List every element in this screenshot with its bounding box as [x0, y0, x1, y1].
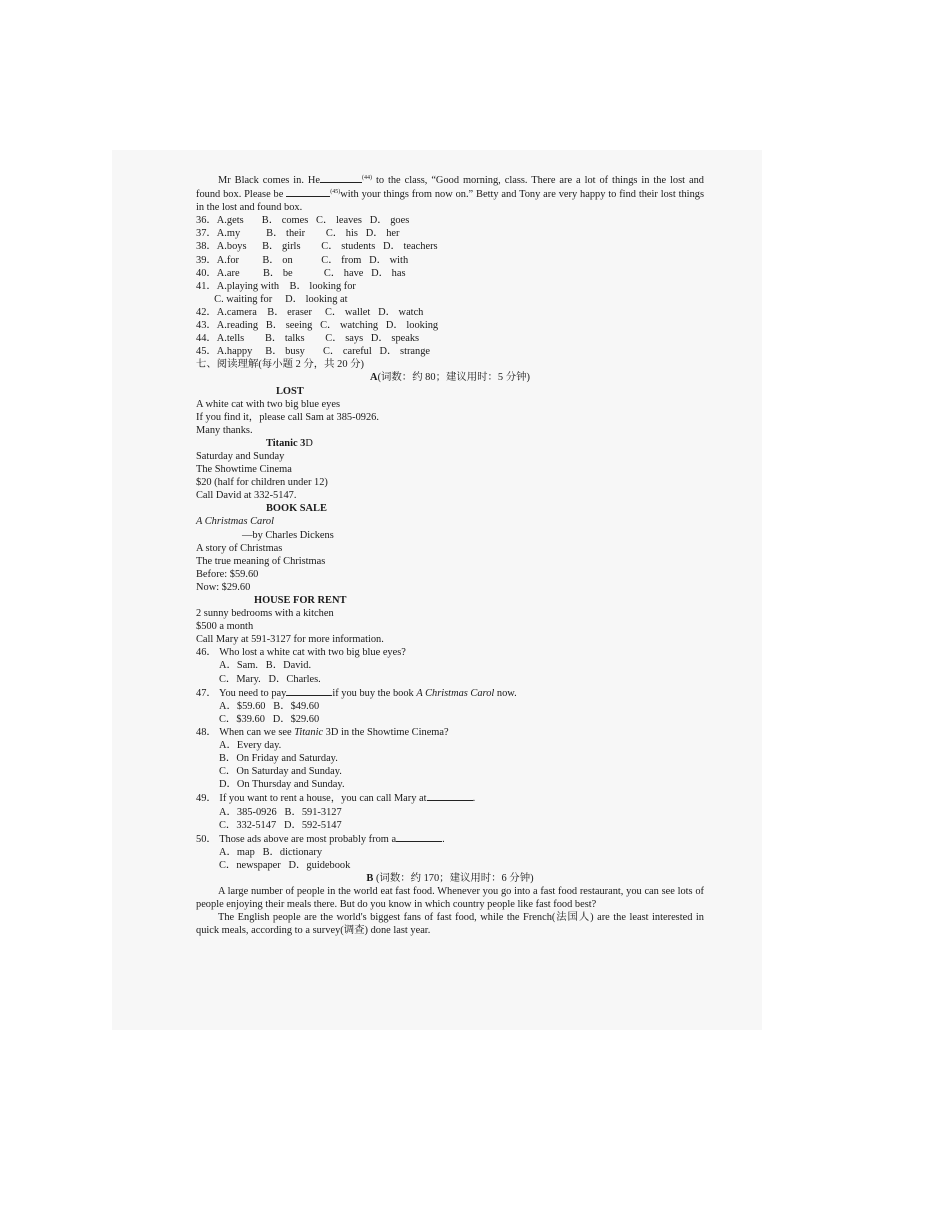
- question-option: A．385-0926 B．591-3127: [219, 806, 342, 818]
- question-option: A．Sam. B．David.: [219, 660, 312, 672]
- book-title-italic: A Christmas Carol: [196, 516, 274, 528]
- passage-text: to the class, “Good morning, class. There are a lot of things in the lost and found box. Please be: [196, 175, 704, 201]
- question-option: C．$39.60 D．$29.60: [219, 713, 320, 725]
- question-text: .: [472, 793, 476, 805]
- question-option: C．On Saturday and Sunday.: [219, 766, 342, 778]
- ad-line: A story of Christmas: [196, 542, 283, 554]
- answer-blank: [427, 791, 473, 801]
- film-title-italic: Titanic: [294, 726, 324, 738]
- blank-45: [286, 187, 330, 197]
- ad-title-titanic: [196, 437, 704, 450]
- part-label: B: [366, 872, 374, 884]
- ad-line: A white cat with two big blue eyes: [196, 398, 340, 410]
- reading-paragraph: A large number of people in the world eat fast food. Whenever you go into a fast food restaurant, you can see lots of people enjoying their meals there. But do you know in which country people like fast food best?: [196, 886, 704, 911]
- part-a-heading: [196, 371, 704, 384]
- question-option: A．$59.60 B．$49.60: [219, 700, 320, 712]
- question-50: [196, 832, 704, 846]
- answer-blank: [396, 832, 442, 842]
- ad-title-book-sale: BOOK SALE: [266, 503, 327, 515]
- question-48: [196, 726, 704, 739]
- question-text: now.: [494, 687, 517, 699]
- ad-title-house: HOUSE FOR RENT: [254, 595, 347, 606]
- cloze-option-line: 41．A.playing with B． looking for: [196, 280, 356, 292]
- reading-paragraph: The English people are the world's biggest fans of fast food, while the French(法国人) are the least interested in quick meals, according to a survey(调查) done last year.: [196, 912, 704, 937]
- question-option: C．Mary. D．Charles.: [219, 673, 321, 685]
- ad-line: Call Mary at 591-3127 for more information.: [196, 634, 384, 646]
- part-note: (词数：约 170；建议用时：6 分钟): [375, 872, 534, 884]
- question-option: B．On Friday and Saturday.: [219, 753, 338, 765]
- ad-line: If you find it，please call Sam at 385-0926.: [196, 411, 379, 423]
- question-text: 48． When can we see: [196, 726, 295, 738]
- cloze-option-line: 37．A.my B． their C． his D． her: [196, 228, 400, 240]
- ad-line: Many thanks.: [196, 424, 253, 436]
- cloze-option-line: 43．A.reading B． seeing C． watching D． looking: [196, 320, 439, 332]
- cloze-option-line: C. waiting for D． looking at: [196, 293, 348, 305]
- question-option: C．newspaper D．guidebook: [219, 859, 351, 871]
- blank-number: (44): [362, 175, 373, 181]
- cloze-option-line: 40．A.are B． be C． have D． has: [196, 267, 406, 279]
- section-heading: 七、阅读理解(每小题 2 分，共 20 分): [196, 359, 364, 371]
- question-text: 3D in the Showtime Cinema?: [323, 726, 449, 738]
- book-name: [196, 515, 704, 528]
- cloze-option-line: 45．A.happy B． busy C． careful D． strange: [196, 346, 431, 358]
- ad-line: Now: $29.60: [196, 581, 251, 593]
- blank-number: (45): [330, 189, 341, 196]
- cloze-option-line: 42．A.camera B． eraser C． wallet D． watch: [196, 306, 424, 318]
- ad-line: Saturday and Sunday: [196, 450, 285, 462]
- book-author: —by Charles Dickens: [242, 529, 334, 541]
- ad-line: 2 sunny bedrooms with a kitchen: [196, 608, 334, 620]
- part-label: A: [370, 372, 378, 384]
- cloze-passage-end: [196, 173, 704, 214]
- question-option: D．On Thursday and Sunday.: [219, 779, 345, 791]
- cloze-option-line: 36．A.gets B． comes C． leaves D． goes: [196, 215, 410, 227]
- exam-content: [196, 173, 704, 937]
- ad-line: Before: $59.60: [196, 568, 259, 580]
- part-b-heading: [196, 872, 704, 885]
- ad-title-suffix: D: [305, 437, 313, 449]
- question-text: 49． If you want to rent a house，you can call Mary at: [196, 793, 427, 805]
- ad-line: $500 a month: [196, 621, 254, 633]
- ad-title-text: Titanic 3: [266, 437, 306, 449]
- part-note: (词数：约 80；建议用时：5 分钟): [377, 372, 530, 384]
- ad-line: $20 (half for children under 12): [196, 477, 328, 489]
- question-option: A．map B．dictionary: [219, 846, 323, 858]
- ad-line: The true meaning of Christmas: [196, 555, 326, 567]
- ad-title-lost: LOST: [276, 385, 304, 397]
- blank-44: [320, 173, 362, 183]
- question-46: 46． Who lost a white cat with two big blue eyes?: [196, 647, 406, 659]
- book-title-italic: A Christmas Carol: [416, 687, 495, 699]
- ad-line: Call David at 332-5147.: [196, 490, 297, 502]
- question-47: [196, 686, 704, 700]
- question-text: 50． Those ads above are most probably from a: [196, 833, 397, 845]
- ad-line: The Showtime Cinema: [196, 464, 292, 476]
- question-option: C．332-5147 D．592-5147: [219, 819, 342, 831]
- cloze-option-line: 44．A.tells B． talks C． says D． speaks: [196, 333, 420, 345]
- cloze-option-line: 39．A.for B． on C． from D． with: [196, 254, 409, 266]
- answer-blank: [286, 686, 332, 696]
- question-text: 47． You need to pay: [196, 687, 287, 699]
- passage-text: with your things from now on.” Betty and Tony are very happy to find their lost things in the lost and found box.: [196, 189, 705, 214]
- cloze-option-line: 38．A.boys B． girls C． students D． teachers: [196, 241, 438, 253]
- cloze-options-list: [196, 214, 704, 358]
- passage-text: Mr Black comes in. He: [218, 175, 321, 186]
- question-49: [196, 791, 704, 805]
- question-option: A．Every day.: [219, 740, 282, 752]
- question-text: if you buy the book: [332, 687, 417, 699]
- question-text: .: [442, 833, 445, 845]
